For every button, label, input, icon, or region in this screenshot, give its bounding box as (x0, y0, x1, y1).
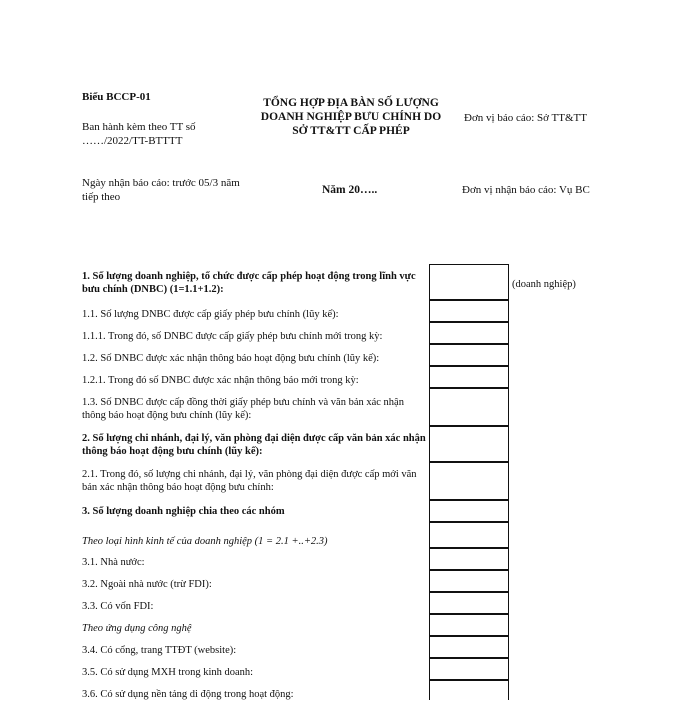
value-cell[interactable] (429, 680, 509, 700)
row-label: 3.3. Có vốn FDI: (82, 601, 154, 612)
report-title: TỔNG HỢP ĐỊA BÀN SỐ LƯỢNG DOANH NGHIỆP BƯU CHÍNH DO SỞ TT&TT CẤP PHÉP (260, 97, 442, 137)
row-label: 1.2. Số DNBC được xác nhận thông báo hoạt động bưu chính (lũy kế): (82, 353, 380, 364)
row-label: Theo loại hình kinh tế của doanh nghiệp (1 = 2.1 +..+2.3) (82, 536, 328, 547)
value-cell[interactable] (429, 300, 509, 322)
form-code: Biểu BCCP-01 (82, 91, 151, 103)
report-year: Năm 20….. (322, 184, 378, 196)
value-cell[interactable] (429, 548, 509, 570)
row-label: Theo ứng dụng công nghệ (82, 623, 192, 634)
row-label: 3.2. Ngoài nhà nước (trừ FDI): (82, 579, 212, 590)
reporting-unit: Đơn vị báo cáo: Sở TT&TT (464, 112, 587, 124)
value-cell[interactable] (429, 426, 509, 462)
row-label: 1.1. Số lượng DNBC được cấp giấy phép bưu chính (lũy kế): (82, 309, 339, 320)
row-label: 3.1. Nhà nước: (82, 557, 145, 568)
value-cell[interactable] (429, 366, 509, 388)
value-cell[interactable] (429, 388, 509, 426)
row-label: 3. Số lượng doanh nghiệp chia theo các nhóm (82, 506, 285, 517)
row-label: 1.3. Số DNBC được cấp đồng thời giấy phép bưu chính và văn bản xác nhận thông báo hoạt động bưu chính (lũy kế): (82, 397, 404, 421)
unit-note: (doanh nghiệp) (512, 279, 576, 290)
row-label: 3.5. Có sử dụng MXH trong kinh doanh: (82, 667, 254, 678)
value-cell[interactable] (429, 570, 509, 592)
value-cell[interactable] (429, 658, 509, 680)
row-label: 1.2.1. Trong đó số DNBC được xác nhận thông báo mới trong kỳ: (82, 375, 359, 386)
issued-by-text: Ban hành kèm theo TT số ……/2022/TT-BTTTT (82, 121, 196, 147)
row-label: 1.1.1. Trong đó, số DNBC được cấp giấy phép bưu chính mới trong kỳ: (82, 331, 383, 342)
value-cell[interactable] (429, 522, 509, 548)
value-cell[interactable] (429, 636, 509, 658)
row-label: 1. Số lượng doanh nghiệp, tổ chức được cấp phép hoạt động trong lĩnh vực bưu chính (DNBC) (1=1.1+1.2): (82, 271, 416, 295)
value-cell[interactable] (429, 614, 509, 636)
row-label: 3.6. Có sử dụng nền tảng di động trong hoạt động: (82, 689, 294, 700)
value-cell[interactable] (429, 264, 509, 300)
value-cell[interactable] (429, 322, 509, 344)
value-cell[interactable] (429, 344, 509, 366)
value-cell[interactable] (429, 500, 509, 522)
value-cell[interactable] (429, 592, 509, 614)
receiving-unit: Đơn vị nhận báo cáo: Vụ BC (462, 184, 590, 196)
row-label: 2. Số lượng chi nhánh, đại lý, văn phòng đại diện được cấp văn bản xác nhận thông báo hoạt động bưu chính (lũy kế): (82, 433, 426, 457)
receive-date: Ngày nhận báo cáo: trước 05/3 năm tiếp theo (82, 177, 240, 203)
value-cell[interactable] (429, 462, 509, 500)
row-label: 3.4. Có cổng, trang TTĐT (website): (82, 645, 237, 656)
row-label: 2.1. Trong đó, số lượng chi nhánh, đại lý, văn phòng đại diện được cấp mới văn bản xác nhận thông báo hoạt động bưu chính: (82, 469, 417, 493)
